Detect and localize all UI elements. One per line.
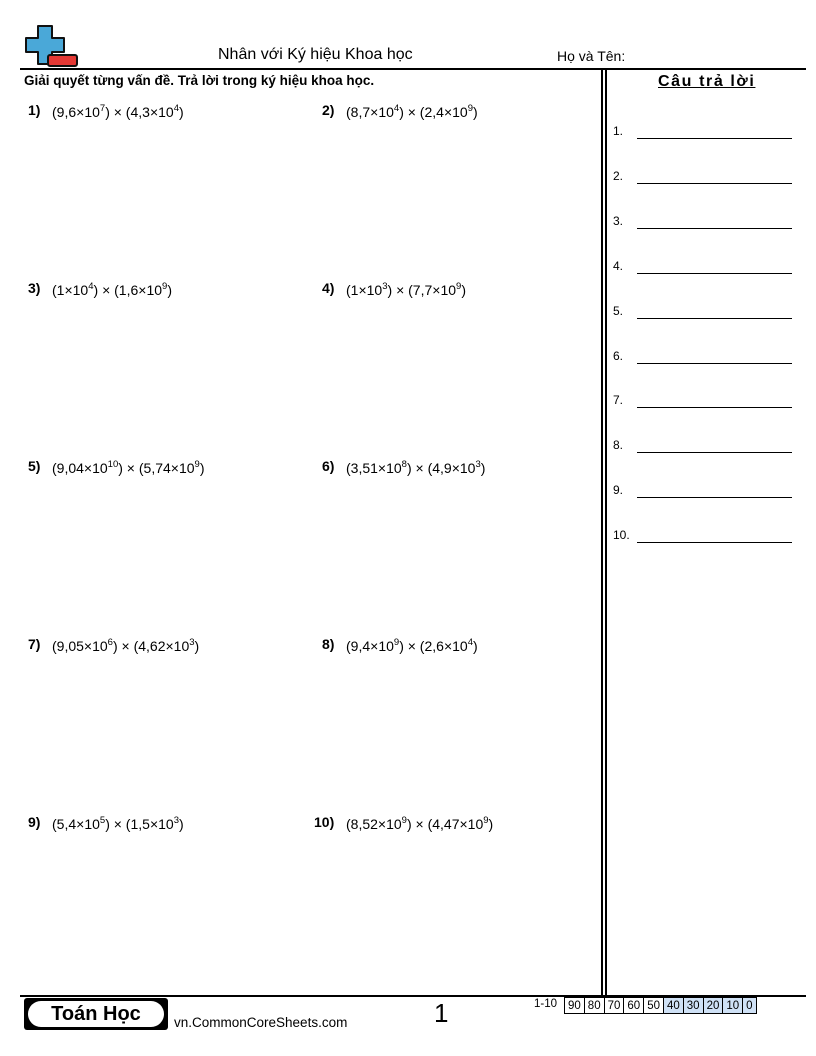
coefficient: 7,7 bbox=[412, 282, 433, 298]
problem-2 bbox=[322, 102, 478, 120]
exponent: 4 bbox=[393, 103, 400, 114]
problem-expression: $(9,05\times 10^6) \times (4,62\times 10^3)$ bbox=[52, 637, 200, 654]
answer-line-8[interactable] bbox=[637, 452, 792, 453]
problem-number: 5) bbox=[28, 458, 41, 474]
exponent: 4 bbox=[88, 281, 94, 292]
exponent: 6 bbox=[107, 637, 113, 648]
exponent: 3 bbox=[475, 459, 481, 470]
problem-4 bbox=[322, 280, 466, 298]
answer-label-4: 4. bbox=[613, 258, 624, 273]
problem-9 bbox=[28, 814, 184, 832]
name-label: Họ và Tên: bbox=[557, 48, 626, 64]
problem-1 bbox=[28, 102, 184, 120]
score-cell: 40 bbox=[663, 998, 683, 1014]
coefficient: 1,5 bbox=[130, 816, 150, 832]
problem-expression: $(3,51\times 10^8) \times (4,9\times 10^3)$ bbox=[346, 459, 486, 476]
coefficient: 4,3 bbox=[130, 104, 150, 120]
score-cell: 50 bbox=[644, 998, 664, 1014]
top-divider bbox=[20, 68, 806, 70]
coefficient: 8,7 bbox=[350, 104, 371, 120]
plus-minus-logo-icon bbox=[24, 24, 80, 68]
coefficient: 9,4 bbox=[350, 638, 371, 654]
problem-expression: $(8,7\times 10^4) \times (2,4\times 10^9)$ bbox=[346, 103, 478, 120]
answer-line-4[interactable] bbox=[637, 273, 792, 274]
coefficient: 9,6 bbox=[56, 104, 77, 120]
page-title: Nhân với Ký hiệu Khoa học bbox=[218, 46, 413, 63]
score-table bbox=[564, 997, 757, 1014]
problem-expression: $(9,04\times 10^{10}) \times (5,74\times 10^9)$ bbox=[52, 459, 205, 476]
coefficient: 2,6 bbox=[424, 638, 444, 654]
problem-expression: $(5,4\times 10^5) \times (1,5\times 10^3)$ bbox=[52, 815, 184, 832]
problem-number: 3) bbox=[28, 280, 41, 296]
answer-label-3: 3. bbox=[613, 213, 624, 228]
answer-line-1[interactable] bbox=[637, 138, 792, 139]
answer-label-9: 9. bbox=[613, 483, 624, 498]
problem-6 bbox=[322, 458, 486, 476]
problem-expression: $(9,6\times 10^7) \times (4,3\times 10^4)$ bbox=[52, 103, 184, 120]
answer-label-5: 5. bbox=[613, 303, 624, 318]
column-divider-right bbox=[605, 68, 607, 995]
answer-line-2[interactable] bbox=[637, 183, 792, 184]
problem-3 bbox=[28, 280, 172, 298]
exponent: 3 bbox=[382, 281, 388, 292]
page-number: 1 bbox=[434, 998, 449, 1028]
score-cell: 30 bbox=[683, 998, 703, 1014]
exponent: 10 bbox=[107, 459, 119, 470]
problem-number: 7) bbox=[28, 636, 41, 652]
answer-line-9[interactable] bbox=[637, 497, 792, 498]
exponent: 4 bbox=[467, 637, 473, 648]
column-divider-left bbox=[601, 68, 603, 995]
problem-5 bbox=[28, 458, 205, 476]
answers-title: Câu trả lời bbox=[658, 73, 756, 90]
problem-number: 1) bbox=[28, 102, 41, 118]
problem-number: 10) bbox=[314, 814, 335, 830]
exponent: 7 bbox=[99, 103, 106, 114]
answer-line-10[interactable] bbox=[637, 542, 792, 543]
coefficient: 5,74 bbox=[143, 460, 171, 476]
score-cell: 0 bbox=[743, 998, 756, 1014]
coefficient: 2,4 bbox=[424, 104, 444, 120]
score-cell: 70 bbox=[604, 998, 624, 1014]
answer-line-7[interactable] bbox=[637, 407, 792, 408]
problem-7 bbox=[28, 636, 200, 654]
coefficient: 4,9 bbox=[432, 460, 452, 476]
coefficient: 8,52 bbox=[350, 816, 378, 832]
brand-label: Toán Học bbox=[28, 1001, 164, 1027]
exponent: 3 bbox=[173, 815, 179, 826]
answer-line-6[interactable] bbox=[637, 363, 792, 364]
score-cell: 90 bbox=[565, 998, 585, 1014]
coefficient: 3,51 bbox=[350, 460, 378, 476]
exponent: 9 bbox=[467, 103, 473, 114]
coefficient: 9,05 bbox=[56, 638, 84, 654]
exponent: 9 bbox=[393, 637, 400, 648]
problem-number: 9) bbox=[28, 814, 41, 830]
answer-label-7: 7. bbox=[613, 393, 624, 408]
answer-label-10: 10. bbox=[613, 528, 630, 543]
problem-number: 8) bbox=[322, 636, 335, 652]
score-cell: 60 bbox=[624, 998, 644, 1014]
problem-number: 4) bbox=[322, 280, 335, 296]
exponent: 9 bbox=[483, 815, 489, 826]
site-url: vn.CommonCoreSheets.com bbox=[174, 1015, 348, 1030]
answer-label-8: 8. bbox=[613, 438, 624, 453]
problem-expression: $(1\times 10^4) \times (1,6\times 10^9)$ bbox=[52, 281, 172, 298]
coefficient: 1 bbox=[350, 282, 359, 298]
exponent: 9 bbox=[162, 281, 168, 292]
score-cell: 20 bbox=[703, 998, 723, 1014]
exponent: 9 bbox=[456, 281, 462, 292]
answer-label-2: 2. bbox=[613, 168, 624, 183]
score-cell: 10 bbox=[723, 998, 743, 1014]
score-range-label: 1-10 bbox=[534, 998, 558, 1010]
coefficient: 1,6 bbox=[118, 282, 139, 298]
answer-line-5[interactable] bbox=[637, 318, 792, 319]
score-cell: 80 bbox=[584, 998, 604, 1014]
coefficient: 4,47 bbox=[432, 816, 460, 832]
brand-badge bbox=[24, 998, 168, 1030]
problem-expression: $(8,52\times 10^9) \times (4,47\times 10^9)$ bbox=[346, 815, 494, 832]
problem-number: 2) bbox=[322, 102, 335, 118]
problem-expression: $(9,4\times 10^9) \times (2,6\times 10^4)$ bbox=[346, 637, 478, 654]
problem-number: 6) bbox=[322, 458, 335, 474]
exponent: 8 bbox=[401, 459, 407, 470]
exponent: 9 bbox=[401, 815, 407, 826]
problem-10 bbox=[314, 814, 494, 832]
exponent: 5 bbox=[99, 815, 106, 826]
exponent: 4 bbox=[173, 103, 179, 114]
answer-label-1: 1. bbox=[613, 124, 624, 138]
coefficient: 9,04 bbox=[56, 460, 84, 476]
coefficient: 5,4 bbox=[56, 816, 77, 832]
exponent: 9 bbox=[194, 459, 200, 470]
problem-8 bbox=[322, 636, 478, 654]
exponent: 3 bbox=[189, 637, 195, 648]
answer-line-3[interactable] bbox=[637, 228, 792, 229]
problem-expression: $(1\times 10^3) \times (7,7\times 10^9)$ bbox=[346, 281, 466, 298]
instructions: Giải quyết từng vấn đề. Trả lời trong ký hiệu khoa học. bbox=[24, 73, 375, 88]
answer-label-6: 6. bbox=[613, 348, 624, 363]
coefficient: 4,62 bbox=[138, 638, 166, 654]
coefficient: 1 bbox=[56, 282, 65, 298]
